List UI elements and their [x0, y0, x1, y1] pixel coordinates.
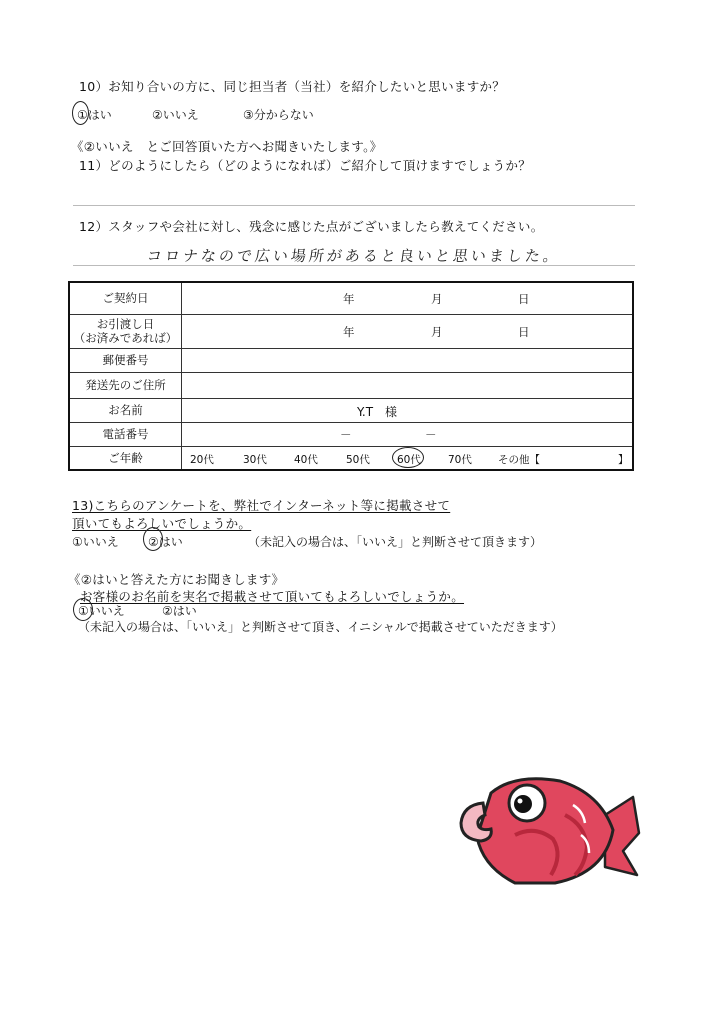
q14-option-no[interactable]: ①いいえ: [78, 604, 125, 618]
name-row: [69, 398, 633, 422]
q13-question-line2: 頂いてもよろしいでしょうか。: [72, 516, 252, 531]
name-label: お名前: [69, 398, 182, 422]
contract-date-row: [69, 282, 633, 314]
address-field[interactable]: [182, 372, 634, 398]
month-label: 月: [431, 292, 443, 306]
age-label: ご年齢: [69, 446, 182, 470]
delivery-date-label-line2: （お済みであれば）: [73, 331, 178, 345]
address-row: [69, 372, 633, 398]
q13-note: （未記入の場合は、「いいえ」と判断させて頂きます）: [248, 535, 543, 549]
age-row: [69, 446, 633, 470]
age-option-40s[interactable]: 40代: [294, 453, 318, 466]
postal-row: [69, 348, 633, 372]
answer-line: [73, 205, 635, 206]
month-label: 月: [431, 324, 443, 339]
delivery-date-row: [69, 314, 633, 348]
q13-option-yes[interactable]: ②はい: [148, 535, 183, 549]
phone-separator: －: [340, 427, 352, 442]
selection-circle: [72, 101, 89, 125]
name-value: Y.T 様: [357, 404, 398, 419]
q10-option-yes[interactable]: ①はい: [77, 108, 112, 122]
q14-option-yes[interactable]: ②はい: [162, 604, 197, 618]
age-option-other[interactable]: その他【: [498, 453, 540, 466]
contract-date-label: ご契約日: [69, 282, 182, 314]
delivery-date-label-line1: お引渡し日: [96, 317, 155, 331]
postal-label: 郵便番号: [69, 348, 182, 372]
age-option-50s[interactable]: 50代: [346, 453, 370, 466]
phone-row: [69, 422, 633, 446]
answer-line: [73, 265, 635, 266]
q12-question: 12）スタッフや会社に対し、残念に感じた点がございましたら教えてください。: [79, 219, 544, 234]
address-label: 発送先のご住所: [69, 372, 182, 398]
age-option-30s[interactable]: 30代: [243, 453, 267, 466]
q13-option-no[interactable]: ①いいえ: [72, 535, 119, 549]
day-label: 日: [518, 292, 530, 306]
q12-handwritten-answer[interactable]: コロナなので広い場所があると良いと思いました。: [145, 247, 563, 265]
age-option-70s[interactable]: 70代: [448, 453, 472, 466]
day-label: 日: [518, 324, 530, 339]
selection-circle: [143, 527, 163, 551]
delivery-date-label: [69, 314, 182, 348]
customer-info-table: [68, 281, 634, 471]
contract-date-field[interactable]: [182, 282, 634, 314]
year-label: 年: [343, 292, 355, 306]
q10-option-no[interactable]: ②いいえ: [152, 108, 199, 122]
q11-intro: 《②いいえ とご回答頂いた方へお聞きいたします。》: [71, 139, 383, 154]
age-field: [182, 446, 634, 470]
delivery-date-field[interactable]: [182, 314, 634, 348]
selection-circle: [392, 447, 424, 468]
q11-question: 11）どのようにしたら（どのようになれば）ご紹介して頂けますでしょうか？: [79, 158, 532, 173]
phone-field[interactable]: [182, 422, 634, 446]
name-field[interactable]: [182, 398, 634, 422]
q14-question: お客様のお名前を実名で掲載させて頂いてもよろしいでしょうか。: [80, 589, 465, 604]
q13-question-line1: 13)こちらのアンケートを、弊社でインターネット等に掲載させて: [72, 498, 451, 513]
q14-note: （未記入の場合は、「いいえ」と判断させて頂き、イニシャルで掲載させていただきます）: [78, 620, 563, 634]
q10-option-unsure[interactable]: ③分からない: [243, 108, 314, 122]
age-option-20s[interactable]: 20代: [190, 453, 214, 466]
phone-separator: －: [425, 427, 437, 442]
age-other-close-bracket: 】: [618, 453, 629, 466]
q10-question: 10）お知り合いの方に、同じ担当者（当社）を紹介したいと思いますか？: [79, 79, 506, 94]
phone-label: 電話番号: [69, 422, 182, 446]
year-label: 年: [343, 324, 355, 339]
sea-bream-mascot-icon: [455, 775, 645, 885]
postal-field[interactable]: [182, 348, 634, 372]
age-option-60s[interactable]: 60代: [397, 453, 421, 466]
q14-intro: 《②はいと答えた方にお聞きします》: [68, 572, 285, 587]
